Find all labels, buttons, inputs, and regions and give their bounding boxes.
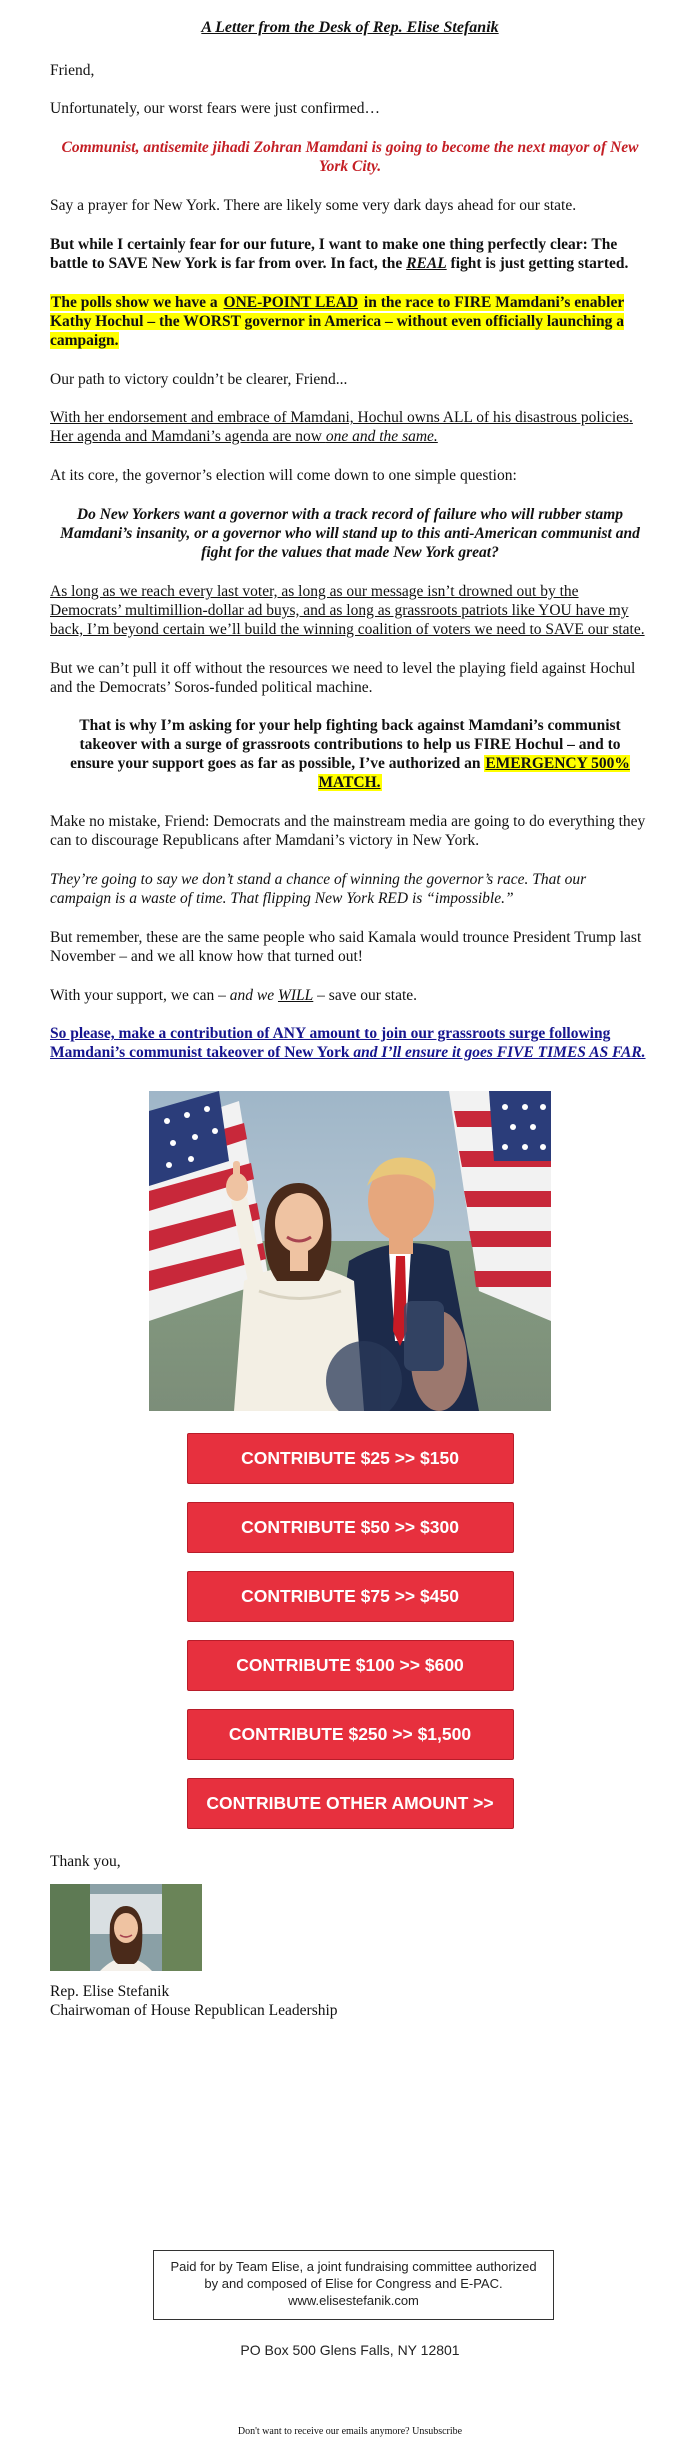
p16-and-we: and we [229,986,275,1004]
p4-real-emphasis: REAL [406,254,447,272]
unsubscribe-link[interactable]: Don't want to receive our emails anymore? Unsubscribe [237,2426,463,2437]
paragraph-12-match [50,717,650,793]
contribute-75-button[interactable]: CONTRIBUTE $75 >> $450 [187,1571,514,1622]
paragraph-10: As long as we reach every last voter, as long as our message isn’t drowned out by the Democrats’ multimillion-dollar ad buys, and as long as grassroots patriots like YOU have my back, I’m beyond certain we’ll build the winning coalition of voters we need to SAVE our state. [50,582,645,638]
contribute-250-button[interactable]: CONTRIBUTE $250 >> $1,500 [187,1709,514,1760]
contribute-100-button[interactable]: CONTRIBUTE $100 >> $600 [187,1640,514,1691]
paragraph-4 [50,236,650,274]
paragraph-16 [50,987,650,1006]
signature-name: Rep. Elise Stefanik [50,1983,170,2001]
po-box-address: PO Box 500 Glens Falls, NY 12801 [240,2342,460,2358]
p4-text-a: But while I certainly fear for our future, I want to make one thing perfectly clear: The battle to SAVE New York is far from over. In fact, the [50,236,618,272]
hero-photo-art [149,1091,551,1411]
paid-for-disclaimer: Paid for by Team Elise, a joint fundraising committee authorized by and composed of Elise for Congress and E-PAC. www.elisestefanik.com [153,2250,554,2320]
key-question: Do New Yorkers want a governor with a track record of failure who will rubber stamp Mamdani’s insanity, or a governor who will stand up to this anti-American communist and fight for the values that made New York great? [60,506,640,562]
contribute-25-button[interactable]: CONTRIBUTE $25 >> $150 [187,1433,514,1484]
signoff-block [50,1853,650,2020]
headline-mamdani: Communist, antisemite jihadi Zohran Mamdani is going to become the next mayor of New York City. [61,139,639,176]
emergency-match-highlight: EMERGENCY 500% MATCH. [318,755,630,792]
p5-text-a: The polls show we have a [51,293,222,311]
hero-photo[interactable] [149,1091,551,1411]
signature-role: Chairwoman of House Republican Leadership [50,2001,338,2019]
p16-text-a: With your support, we can – [50,986,230,1004]
paragraph-13: Make no mistake, Friend: Democrats and the mainstream media are going to do everything they can to discourage Republicans after Mamdani’s victory in New York. [50,813,646,849]
p4-text-c: fight is just getting started. [446,254,629,272]
p17-text-a[interactable]: So please, make a contribution of ANY amount to join our grassroots surge following Mamdani’s communist takeover of New York [50,1025,611,1062]
paragraph-1: Unfortunately, our worst fears were just confirmed… [50,100,380,118]
p7-one-and-same: one and the same. [325,428,438,446]
p5-text-c: in the race to FIRE Mamdani’s enabler Kathy Hochul – the WORST governor in America – without even officially launching a campaign. [50,293,625,349]
p12-text-a: That is why I’m asking for your help fighting back against Mamdani’s communist takeover with a surge of grassroots contributions to help us FIRE Hochul – and to ensure your support goes as far as possible, I’ve authorized an [70,717,621,773]
paragraph-7 [50,409,650,447]
p5-one-point-lead: ONE-POINT LEAD [223,293,359,311]
letter-title: A Letter from the Desk of Rep. Elise Stefanik [201,19,499,36]
signoff-text: Thank you, [50,1853,121,1871]
contribute-buttons [50,1433,650,1829]
paragraph-3: Say a prayer for New York. There are likely some very dark days ahead for our state. [50,197,577,215]
paragraph-15: But remember, these are the same people who said Kamala would trounce President Trump last November – and we all know how that turned out! [50,928,642,965]
contribute-other-button[interactable]: CONTRIBUTE OTHER AMOUNT >> [187,1778,514,1829]
signature-headshot [50,1884,202,1971]
p17-five-times[interactable]: and I’ll ensure it goes FIVE TIMES AS FAR. [353,1044,646,1062]
p16-text-e: – save our state. [313,986,418,1004]
p7-text-a: With her endorsement and embrace of Mamdani, Hochul owns ALL of his disastrous policies. Her agenda and Mamdani’s agenda are now [50,409,633,446]
contribute-50-button[interactable]: CONTRIBUTE $50 >> $300 [187,1502,514,1553]
paragraph-6: Our path to victory couldn’t be clearer, Friend... [50,370,348,388]
contribute-link[interactable] [50,1025,650,1063]
greeting: Friend, [50,61,95,79]
paragraph-5-highlight [50,294,650,351]
paragraph-8: At its core, the governor’s election will come down to one simple question: [50,467,517,485]
paragraph-11: But we can’t pull it off without the resources we need to level the playing field against Hochul and the Democrats’ Soros-funded political machine. [50,659,636,696]
p16-will: WILL [277,986,314,1004]
paragraph-14: They’re going to say we don’t stand a chance of winning the governor’s race. That our campaign is a waste of time. That flipping New York RED is “impossible.” [50,870,587,907]
